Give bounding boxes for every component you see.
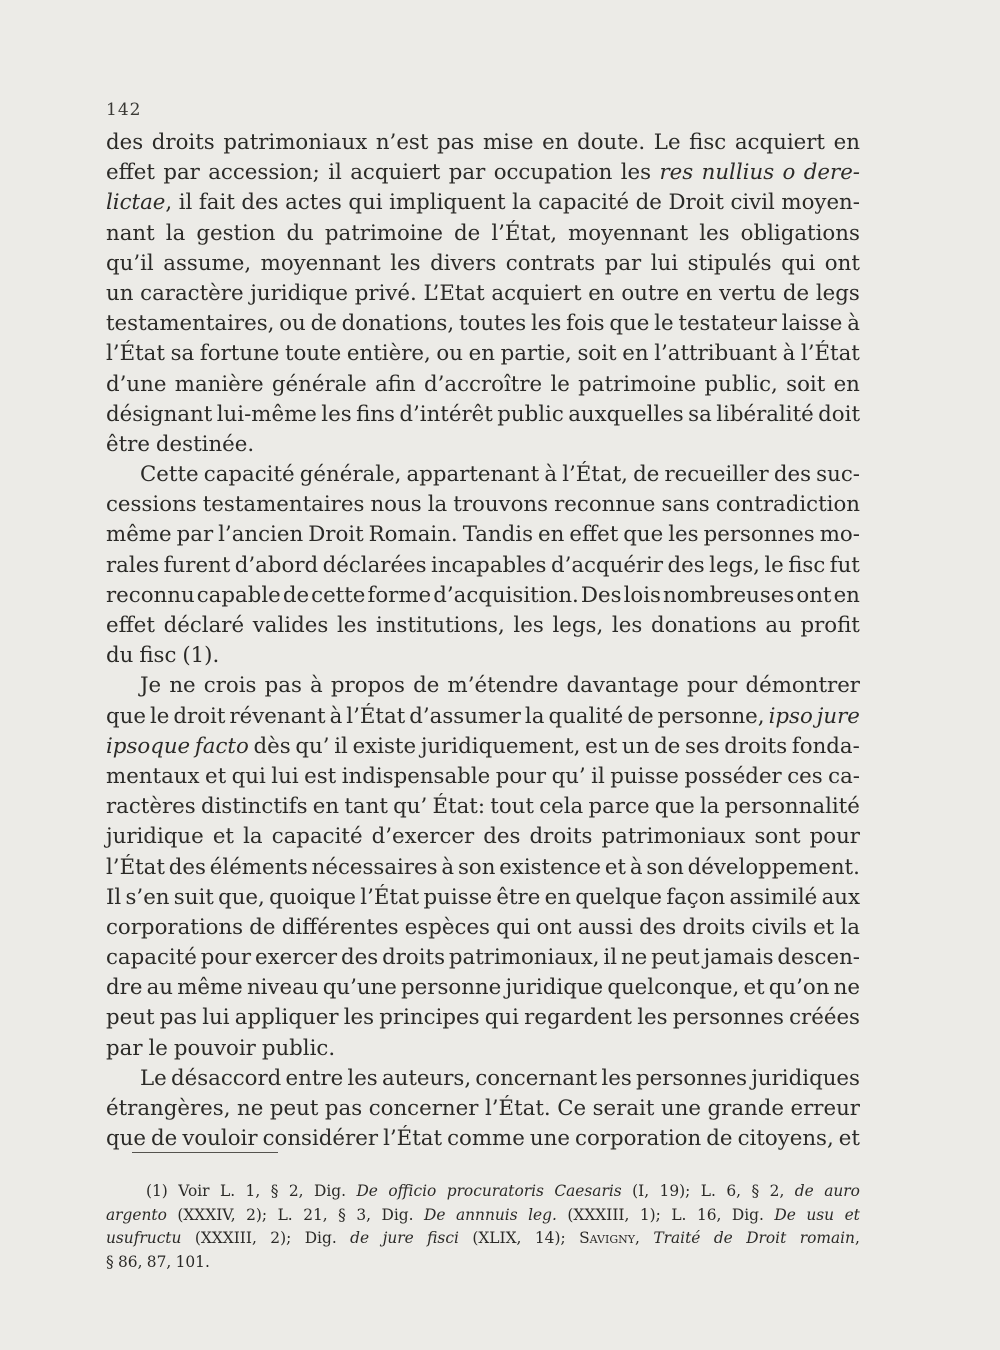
body-line: nant la gestion du patrimoine de l’État, moyennant les obligations [106, 220, 860, 246]
body-line: testamentaires, ou de donations, toutes les fois que le testateur laisse à [106, 311, 860, 337]
body-line: des droits patrimoniaux n’est pas mise en doute. Le fisc acquiert en [106, 130, 860, 155]
body-line: ractères distinctifs en tant qu’ État: tout cela parce que la personnalité [106, 794, 860, 820]
body-line: dre au même niveau qu’une personne juridique quelconque, et qu’on ne [106, 975, 860, 1001]
body-line: que de vouloir considérer l’État comme une corporation de citoyens, et [106, 1126, 860, 1152]
body-text [106, 128, 860, 1154]
body-line: rales furent d’abord déclarées incapables d’acquérir des legs, le fisc fut [106, 552, 860, 578]
body-line: ipsoque facto dès qu’ il existe juridiquement, est un de ses droits fonda- [106, 733, 860, 759]
body-line: corporations de différentes espèces qui ont aussi des droits civils et la [106, 914, 860, 940]
footnote-line: argento (XXXIV, 2); L. 21, § 3, Dig. De annnuis leg. (XXXIII, 1); L. 16, Dig. De usu et [106, 1205, 860, 1224]
body-line: peut pas lui appliquer les principes qui regardent les personnes créées [106, 1005, 860, 1031]
body-line: reconnu capable de cette forme d’acquisition. Des lois nombreuses ont en [106, 582, 860, 608]
body-line: Il s’en suit que, quoique l’État puisse être en quelque façon assimilé aux [106, 884, 860, 910]
footnote [106, 1180, 860, 1274]
footnote-line: usufructu (XXXIII, 2); Dig. de jure fisci (XLIX, 14); Savigny, Traité de Droit romain, [106, 1229, 860, 1247]
body-line: l’État des éléments nécessaires à son existence et à son développement. [106, 854, 860, 880]
body-line: Cette capacité générale, appartenant à l’État, de recueiller des suc- [140, 462, 860, 488]
body-line: juridique et la capacité d’exercer des droits patrimoniaux sont pour [106, 824, 860, 850]
body-line: effet par accession; il acquiert par occupation les res nullius o dere- [106, 160, 860, 186]
footnote-line: (1) Voir L. 1, § 2, Dig. De officio procuratoris Caesaris (I, 19); L. 6, § 2, de auro [146, 1182, 860, 1200]
body-line: désignant lui-même les fins d’intérêt public auxquelles sa libéralité doit [106, 401, 860, 427]
body-line: Le désaccord entre les auteurs, concernant les personnes juridiques [140, 1065, 860, 1091]
footnote-line: § 86, 87, 101. [106, 1252, 210, 1271]
body-line: du fisc (1). [106, 643, 220, 669]
body-line: effet déclaré valides les institutions, les legs, les donations au profit [106, 613, 860, 638]
page-number: 142 [106, 100, 142, 120]
body-line: être destinée. [106, 431, 255, 457]
body-line: mentaux et qui lui est indispensable pour qu’ il puisse posséder ces ca- [106, 763, 860, 789]
footnote-divider [132, 1152, 278, 1153]
body-line: Je ne crois pas à propos de m’étendre davantage pour démontrer [140, 673, 860, 699]
body-line: d’une manière générale afin d’accroître le patrimoine public, soit en [106, 371, 860, 397]
body-line: lictae, il fait des actes qui impliquent la capacité de Droit civil moyen- [106, 190, 860, 216]
body-line: par le pouvoir public. [106, 1035, 336, 1061]
body-line: que le droit révenant à l’État d’assumer la qualité de personne, ipso jure [106, 703, 860, 729]
body-line: étrangères, ne peut pas concerner l’État. Ce serait une grande erreur [106, 1096, 860, 1121]
body-line: qu’il assume, moyennant les divers contrats par lui stipulés qui ont [106, 250, 860, 276]
body-line: capacité pour exercer des droits patrimoniaux, il ne peut jamais descen- [106, 945, 860, 971]
body-line: un caractère juridique privé. L’Etat acquiert en outre en vertu de legs [106, 280, 860, 306]
body-line: cessions testamentaires nous la trouvons reconnue sans contradiction [106, 492, 860, 518]
body-line: l’État sa fortune toute entière, ou en partie, soit en l’attribuant à l’État [106, 341, 860, 367]
body-line: même par l’ancien Droit Romain. Tandis en effet que les personnes mo- [106, 522, 860, 548]
